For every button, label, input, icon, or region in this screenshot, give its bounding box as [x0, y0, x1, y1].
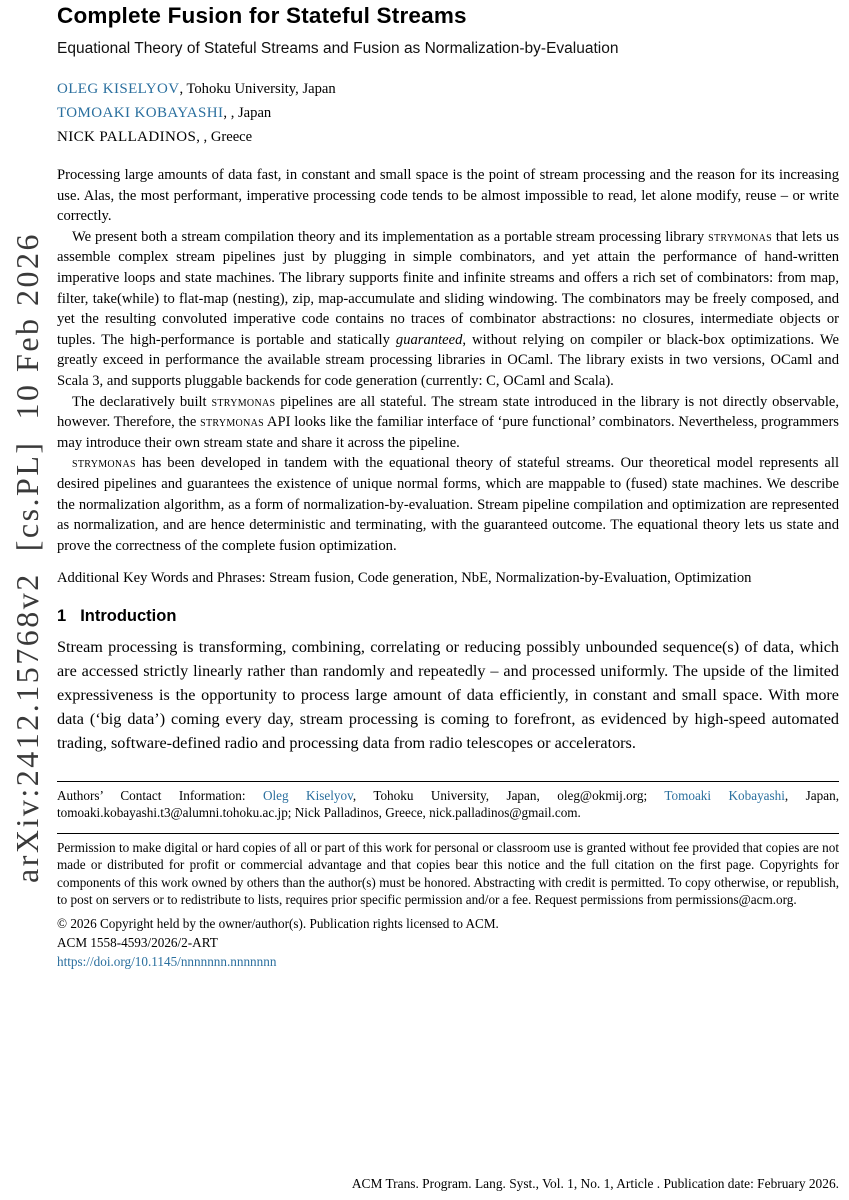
text-segment: The declaratively built: [72, 393, 212, 410]
author-line: [57, 77, 839, 101]
keywords: Additional Key Words and Phrases: Stream fusion, Code generation, NbE, Normalization-by-Evaluation, Optimization: [57, 570, 752, 587]
paper-subtitle: Equational Theory of Stateful Streams and Fusion as Normalization-by-Evaluation: [57, 40, 619, 57]
author-line: [57, 125, 839, 149]
text-segment: , Japan, tomoaki.kobayashi.t3@alumni.tohoku.ac.jp; Nick Palladinos, Greece, nick.palladinos@gmail.com.: [57, 787, 839, 821]
text-segment: that lets us assemble complex stream pipelines just by plugging in simple combinators, and yet attain the performance of hand-written imperative loops and state machines. The library supports finite and infinite streams and offers a rich set of combinators: from map, filter, take(while) to flat-map (nesting), zip, map-accumulate and sliding windowing. The combinators may be freely composed, and yet the resulting convoluted imperative code contains no traces of combinator abstractions: no closures, intermediate objects or tuples. The high-performance is portable and statically: [57, 228, 839, 348]
text-segment: guaranteed: [395, 331, 463, 348]
section-number: 1: [57, 606, 67, 625]
inline-link[interactable]: Oleg Kiselyov: [262, 787, 353, 803]
text-segment: Processing large amounts of data fast, in constant and small space is the point of stream processing and the reason for its increasing use. Alas, the most performant, imperative processing code tends to be almost impossible to read, let alone modify, reuse – or write correctly.: [57, 167, 839, 225]
author-line: [57, 101, 839, 125]
footnote-area: [57, 781, 839, 971]
abstract-paragraph: [57, 227, 839, 392]
abstract-paragraph: [57, 392, 839, 454]
author-affiliation: , , Japan: [223, 105, 272, 121]
abstract: [57, 165, 839, 556]
author-name: NICK PALLADINOS: [57, 129, 197, 145]
acm-reference-line: ACM 1558-4593/2026/2-ART: [57, 934, 218, 950]
text-segment: strymonas: [72, 455, 136, 472]
section-title: Introduction: [80, 606, 177, 625]
author-name-link[interactable]: OLEG KISELYOV: [57, 81, 180, 97]
text-segment: , Tohoku University, Japan, oleg@okmij.org;: [352, 787, 665, 803]
text-segment: , without relying on compiler or black-box optimizations. We greatly exceed in performance the available stream processing libraries in OCaml. The library exists in two versions, OCaml and Scala 3, and supports pluggable backends for code generation (currently: C, OCaml and Scala).: [57, 331, 840, 389]
section-heading-introduction: [57, 607, 839, 626]
permission-notice: Permission to make digital or hard copies of all or part of this work for personal or classroom use is granted without fee provided that copies are not made or distributed for profit or commercial advantage and that copies bear this notice and the full citation on the first page. Copyrights for components of this work owned by others than the author(s) must be honored. Abstracting with credit is permitted. To copy otherwise, or republish, to post on servers or to redistribute to lists, requires prior specific permission and/or a fee. Request permissions from permissions@acm.org.: [57, 839, 839, 907]
text-segment: strymonas: [211, 393, 276, 410]
intro-paragraph: Stream processing is transforming, combining, correlating or reducing possibly unbounded sequence(s) of data, which are accessed strictly linearly rather than randomly and repeatedly – and processed uniformly. The upside of the limited expressiveness is the opportunity to process large amount of data efficiently, in constant and small space. With more data (‘big data’) coming every day, stream processing is coming to forefront, as evidenced by high-speed automated trading, software-defined radio and processing data from radio telescopes or accelerators.: [57, 637, 839, 752]
paper-page: [57, 0, 839, 971]
abstract-paragraph: [57, 453, 839, 556]
permission-rule: [57, 833, 839, 834]
arxiv-watermark: arXiv:2412.15768v2 [cs.PL] 10 Feb 2026: [9, 231, 45, 883]
text-segment: Authors’ Contact Information:: [57, 787, 263, 803]
doi-link[interactable]: https://doi.org/10.1145/nnnnnnn.nnnnnnn: [57, 953, 277, 969]
text-segment: pipelines are all stateful. The stream state introduced in the library is not directly observable, however. Therefore, the: [57, 393, 840, 431]
abstract-paragraph: [57, 165, 839, 227]
author-block: [57, 77, 839, 149]
contact-info: [57, 787, 839, 822]
text-segment: API looks like the familiar interface of ‘pure functional’ combinators. Nevertheless, programmers may introduce their own stream state and share it across the pipeline.: [57, 414, 839, 451]
copyright-line: © 2026 Copyright held by the owner/author(s). Publication rights licensed to ACM.: [57, 916, 499, 932]
author-affiliation: , , Greece: [196, 129, 253, 145]
author-name-link[interactable]: TOMOAKI KOBAYASHI: [57, 105, 224, 121]
text-segment: has been developed in tandem with the equational theory of stateful streams. Our theoretical model represents all desired pipelines and guarantees the existence of unique normal forms, which are mappable to (fused) state machines. We describe the normalization algorithm, as a form of normalization-by-evaluation. Stream pipeline compilation and optimization are represented as normalization, and are hence deterministic and terminating, with the guaranteed outcome. The equational theory lets us state and prove the correctness of the complete fusion optimization.: [57, 455, 839, 554]
paper-title: Complete Fusion for Stateful Streams: [57, 3, 467, 28]
journal-footer: ACM Trans. Program. Lang. Syst., Vol. 1, No. 1, Article . Publication date: February 2026.: [351, 1176, 839, 1191]
text-segment: We present both a stream compilation theory and its implementation as a portable stream processing library: [72, 228, 709, 245]
text-segment: strymonas: [708, 228, 772, 245]
copyright-block: [57, 915, 839, 971]
inline-link[interactable]: Tomoaki Kobayashi: [664, 787, 785, 803]
text-segment: strymonas: [200, 414, 264, 431]
author-affiliation: , Tohoku University, Japan: [179, 81, 336, 97]
contact-rule: [57, 781, 839, 782]
